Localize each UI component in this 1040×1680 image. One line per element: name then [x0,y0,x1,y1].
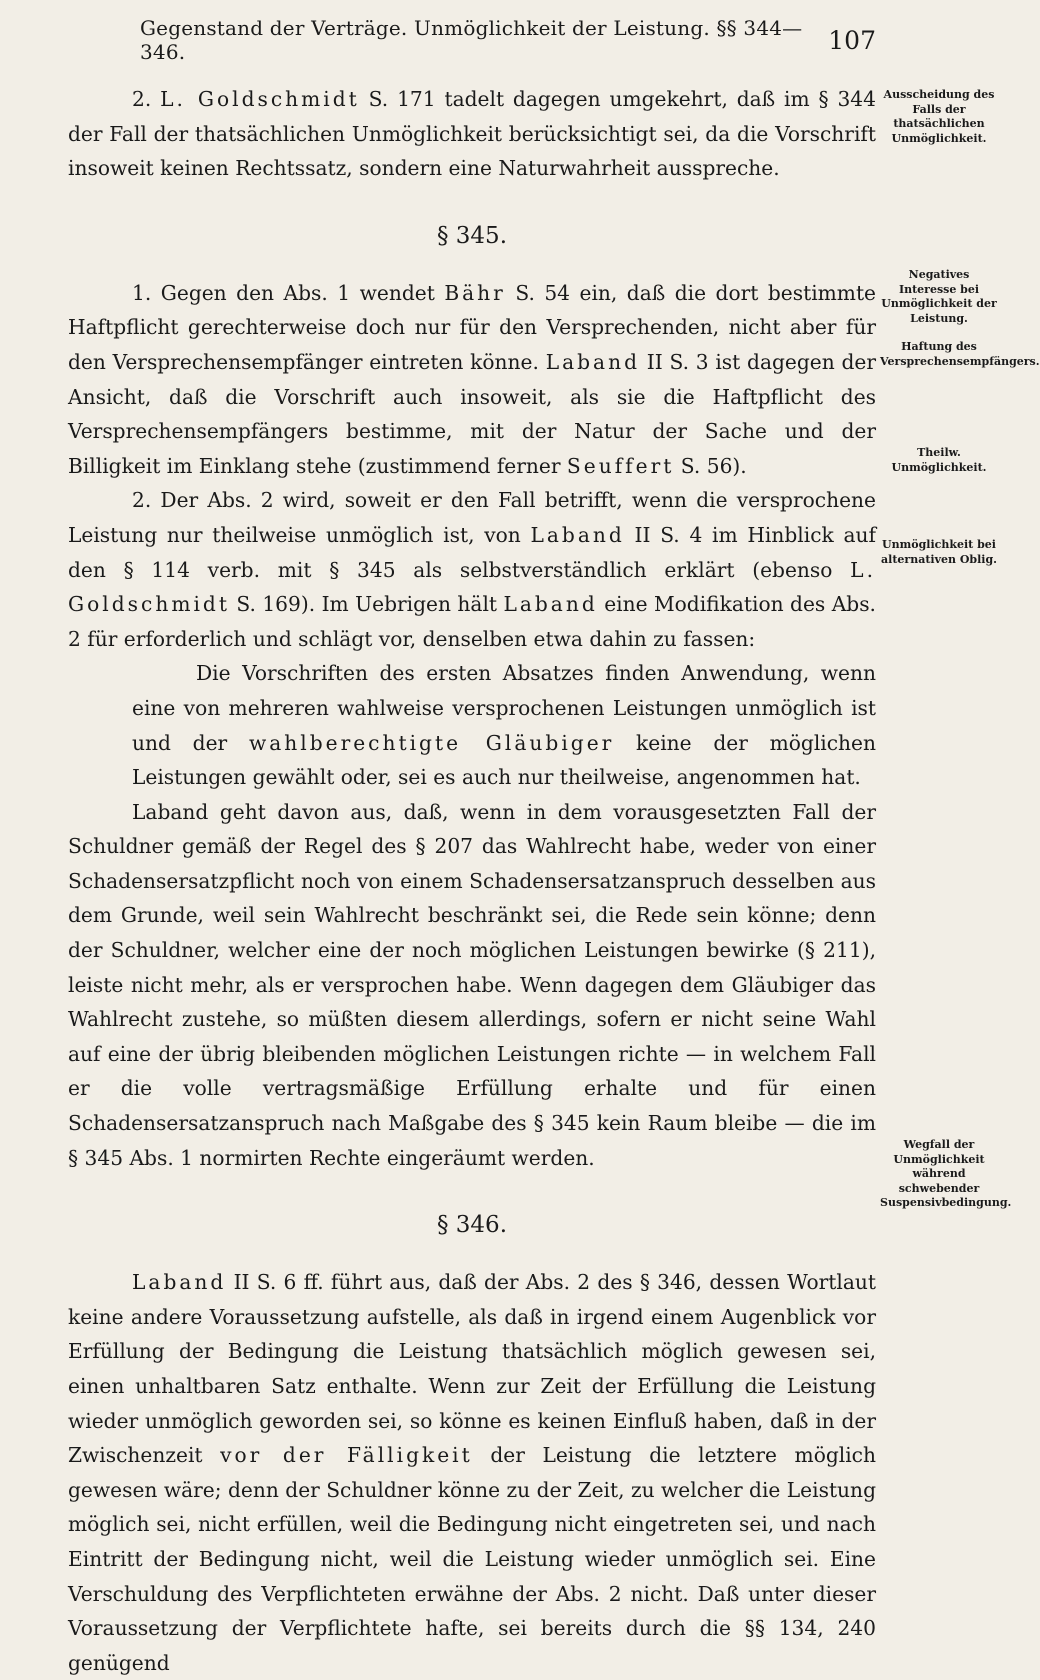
author-name: Laband [530,522,625,547]
emphasis-text: wahlberechtigte Gläubiger [248,730,615,755]
author-name: L. Goldschmidt [160,87,360,111]
text-run: keine der möglichen Leistungen gewählt oder, sei es auch nur theilweise, angenommen hat. [132,730,877,790]
margin-note: Unmöglichkeit bei alternativen Oblig. [881,538,997,566]
text-run: II S. 4 im Hinblick auf den § 114 verb. mit § 345 als selbstverständlich erklärt (ebenso [68,522,876,582]
margin-note: Theilw. Unmöglichkeit. [891,446,987,474]
text-run: Die Vorschriften des ersten Absatzes finden Anwendung, wenn eine von mehreren wahlweise versprochenen Leistungen unmöglich ist und der [132,661,876,755]
paragraph-text: S. 171 tadelt dagegen umgekehrt, daß im § 344 der Fall der thatsächlichen Unmöglichkeit berücksichtigt sei, da die Vorschrift insoweit keinen Rechtssatz, sondern eine Naturwahrheit ausspreche. [68,87,876,181]
paragraph-345-3: Laband geht davon aus, daß, wenn in dem vorausgesetzten Fall der Schuldner gemäß der Regel des § 207 das Wahlrecht habe, weder von einer Schadensersatzpflicht noch von einem Schadensersatzanspruch desselben aus dem Grunde, weil sein Wahlrecht beschränkt sei, die Rede sein könne; denn der Schuldner, welcher eine der noch möglichen Leistungen bewirke (§ 211), leiste nicht mehr, als er versprochen habe. Wenn dagegen dem Gläubiger das Wahlrecht zustehe, so müßten diesem allerdings, sofern er nicht seine Wahl auf eine der übrig bleibenden möglichen Leistungen richte — in welchem Fall er die volle vertragsmäßige Erfüllung erhalte und für einen Schadensersatzanspruch nach Maßgabe des § 345 kein Raum bleibe — die im § 345 Abs. 1 normirten Rechte eingeräumt werden. [68,799,876,1170]
margin-note: Negatives Interesse bei Unmöglichkeit der Leistung. [881,268,997,325]
paragraph-344-2 [68,82,876,186]
paragraph-346-1 [68,1265,876,1680]
text-run: der Leistung die letztere möglich gewesen wäre; denn der Schuldner könne zu der Zeit, zu welcher die Leistung möglich sei, nicht erfüllen, weil die Bedingung nicht eingetreten sei, und nach Eintritt der Bedingung nicht, weil die Leistung wieder unmöglich sei. Eine Verschuldung des Verpflichteten erwähne der Abs. 2 nicht. Daß unter dieser Voraussetzung der Verpflichtete hafte, sei bereits durch die §§ 134, 240 genügend [68,1443,876,1675]
text-run: S. 54 ein, daß die dort bestimmte Haftpflicht gerechterweise doch nur für den Versprechenden, nicht aber für den Versprechensempfänger eintreten könne. [68,280,877,374]
proposed-wording-quote [132,656,876,794]
margin-note: Wegfall der Unmöglichkeit während schwebender Suspensivbedingung. [880,1138,1012,1209]
running-header [68,16,876,64]
paragraph-345-1 [68,276,876,484]
text-run: 2. Der Abs. 2 wird, soweit er den Fall betrifft, wenn die versprochene Leistung nur theilweise unmöglich ist, von [68,488,876,547]
page-number: 107 [828,25,876,55]
author-name: Laband [545,349,641,374]
author-name: L. Goldschmidt [68,557,876,617]
text-run: II S. 6 ff. führt aus, daß der Abs. 2 des § 346, dessen Wortlaut keine andere Voraussetzung aufstelle, als daß in irgend einem Augenblick vor Erfüllung der Bedingung die Leistung thatsächlich möglich gewesen sei, einen unhaltbaren Satz enthalte. Wenn zur Zeit der Erfüllung die Leistung wieder unmöglich geworden sei, so könne es keinen Einfluß haben, daß in der Zwischenzeit [68,1270,876,1468]
section-heading-346: § 346. [436,1212,508,1239]
author-name: Laband [503,592,598,617]
text-run: S. 56). [680,453,747,478]
margin-note: Ausscheidung des Falls der thatsächlichen Unmöglichkeit. [883,88,995,145]
text-run: II S. 3 ist dagegen der Ansicht, daß die Vorschrift auch insoweit, als sie die Haftpflicht des Versprechensempfängers bestimme, mit der Natur der Sache und der Billigkeit im Einklang stehe (zustimmend ferner [68,349,877,478]
running-title: Gegenstand der Verträge. Unmöglichkeit der Leistung. §§ 344—346. [140,16,803,64]
paragraph-345-2 [68,483,876,656]
emphasis-text: vor der Fälligkeit [220,1443,473,1468]
author-name: Seuffert [566,453,675,478]
text-run: eine Modifikation des Abs. 2 für erforderlich und schlägt vor, denselben etwa dahin zu fassen: [68,592,876,651]
author-name: Laband [132,1270,227,1295]
main-text [68,82,876,1680]
section-heading-345: § 345. [436,222,508,249]
text-run: 1. Gegen den Abs. 1 wendet [132,280,435,305]
margin-note: Haftung des Versprechensempfängers. [880,340,1040,368]
text-run: S. 169). Im Uebrigen hält [236,592,498,617]
paragraph-number: 2. [132,87,152,111]
author-name: Bähr [444,280,506,305]
